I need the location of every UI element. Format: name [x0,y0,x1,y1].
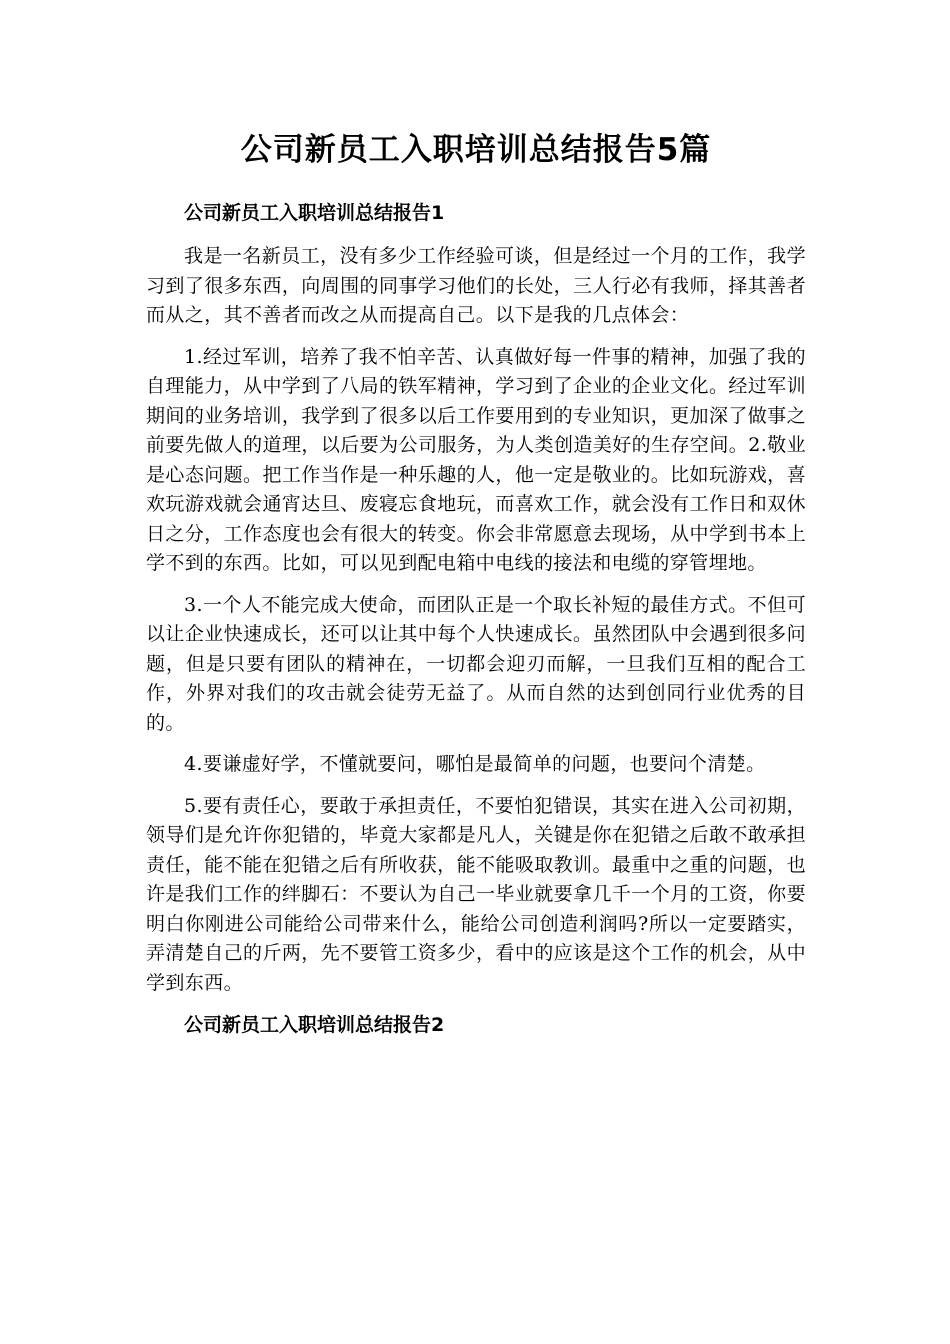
body-paragraph: 3.一个人不能完成大使命，而团队正是一个取长补短的最佳方式。不但可以让企业快速成长，还可以让其中每个人快速成长。虽然团队中会遇到很多问题，但是只要有团队的精神在，一切都会迎刃而解，一旦我们互相的配合工作，外界对我们的攻击就会徒劳无益了。从而自然的达到创同行业优秀的目的。 [146,593,806,734]
body-paragraph: 5.要有责任心，要敢于承担责任，不要怕犯错误，其实在进入公司初期，领导们是允许你犯错的，毕竟大家都是凡人，关键是你在犯错之后敢不敢承担责任，能不能在犯错之后有所收获，能不能吸取教训。最重中之重的问题，也许是我们工作的绊脚石：不要认为自己一毕业就要拿几千一个月的工资，你要明白你刚进公司能给公司带来什么，能给公司创造利润吗?所以一定要踏实，弄清楚自己的斤两，先不要管工资多少，看中的应该是这个工作的机会，从中学到东西。 [146,794,806,994]
body-paragraph: 1.经过军训，培养了我不怕辛苦、认真做好每一件事的精神，加强了我的自理能力，从中学到了八局的铁军精神，学习到了企业的企业文化。经过军训期间的业务培训，我学到了很多以后工作要用到的专业知识，更加深了做事之前要先做人的道理，以后要为公司服务，为人类创造美好的生存空间。2.敬业是心态问题。把工作当作是一种乐趣的人，他一定是敬业的。比如玩游戏，喜欢玩游戏就会通宵达旦、废寝忘食地玩，而喜欢工作，就会没有工作日和双休日之分，工作态度也会有很大的转变。你会非常愿意去现场，从中学到书本上学不到的东西。比如，可以见到配电箱中电线的接法和电缆的穿管埋地。 [146,345,806,574]
section-heading: 公司新员工入职培训总结报告1 [184,202,445,224]
document-title: 公司新员工入职培训总结报告5篇 [240,132,712,168]
document-page [146,128,806,1054]
body-paragraph: 4.要谦虚好学，不懂就要问，哪怕是最简单的问题，也要问个清楚。 [184,753,766,775]
section-2 [146,1010,806,1040]
section-heading: 公司新员工入职培训总结报告2 [184,1014,445,1036]
section-1 [146,198,806,998]
body-paragraph: 我是一名新员工，没有多少工作经验可谈，但是经过一个月的工作，我学习到了很多东西，向周围的同事学习他们的长处，三人行必有我师，择其善者而从之，其不善者而改之从而提高自己。以下是我的几点体会： [146,245,806,326]
